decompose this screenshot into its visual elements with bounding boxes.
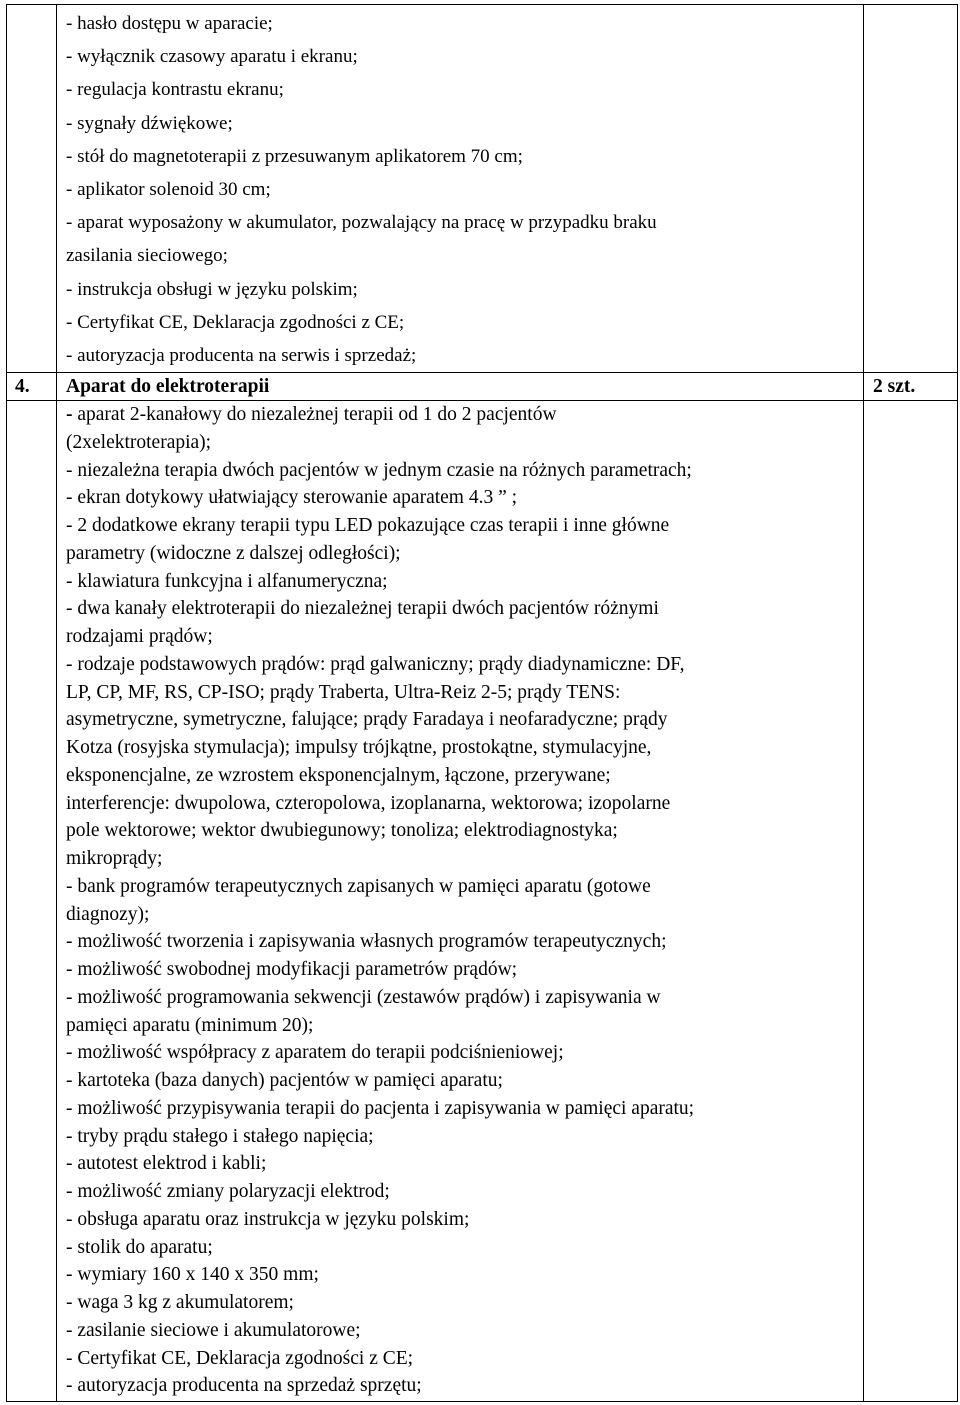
number-cell-empty — [7, 5, 57, 373]
spec-line: (2xelektroterapia); — [66, 431, 212, 453]
spec-line: - rodzaje podstawowych prądów: prąd galwaniczny; prądy diadynamiczne: DF, — [66, 653, 685, 675]
spec-line: zasilania sieciowego; — [66, 245, 228, 267]
spec-line: - klawiatura funkcyjna i alfanumeryczna; — [66, 570, 388, 592]
spec-line: - możliwość zmiany polaryzacji elektrod; — [66, 1181, 390, 1203]
spec-line: - wyłącznik czasowy aparatu i ekranu; — [66, 46, 358, 68]
spec-line: - ekran dotykowy ułatwiający sterowanie aparatem 4.3 ” ; — [66, 487, 518, 509]
item-header-row — [7, 373, 958, 401]
spec-line: - regulacja kontrastu ekranu; — [66, 79, 284, 101]
spec-line: asymetryczne, symetryczne, falujące; prądy Faradaya i neofaradyczne; prądy — [66, 709, 668, 731]
spec-line: - waga 3 kg z akumulatorem; — [66, 1292, 294, 1314]
spec-line: - aparat wyposażony w akumulator, pozwalający na pracę w przypadku braku — [66, 212, 657, 234]
spec-line: - możliwość współpracy z aparatem do terapii podciśnieniowej; — [66, 1042, 564, 1064]
spec-line: - Certyfikat CE, Deklaracja zgodności z CE; — [66, 1347, 414, 1369]
spec-line: - obsługa aparatu oraz instrukcja w języku polskim; — [66, 1208, 470, 1230]
spec-line: - Certyfikat CE, Deklaracja zgodności z CE; — [66, 311, 405, 333]
spec-line: LP, CP, MF, RS, CP-ISO; prądy Traberta, Ultra-Reiz 2-5; prądy TENS: — [66, 681, 621, 703]
spec-line: - autoryzacja producenta na serwis i sprzedaż; — [66, 345, 417, 367]
specification-table — [6, 4, 958, 1402]
spec-line: diagnozy); — [66, 903, 150, 925]
spec-line: - autotest elektrod i kabli; — [66, 1153, 267, 1175]
spec-line: parametry (widoczne z dalszej odległości); — [66, 542, 401, 564]
item-description-cell — [57, 401, 864, 1402]
spec-line: - sygnały dźwiękowe; — [66, 112, 233, 134]
quantity-cell-empty — [864, 5, 958, 373]
spec-line: - możliwość przypisywania terapii do pacjenta i zapisywania w pamięci aparatu; — [66, 1097, 695, 1119]
spec-line: rodzajami prądów; — [66, 626, 213, 648]
spec-line: - stolik do aparatu; — [66, 1236, 213, 1258]
spec-line: - niezależna terapia dwóch pacjentów w jednym czasie na różnych parametrach; — [66, 459, 692, 481]
spec-line: - możliwość swobodnej modyfikacji parametrów prądów; — [66, 959, 518, 981]
spec-line: mikroprądy; — [66, 848, 163, 870]
spec-line: - hasło dostępu w aparacie; — [66, 13, 273, 34]
spec-line: eksponencjalne, ze wzrostem eksponencjalnym, łączone, przerywane; — [66, 764, 611, 786]
spec-line: pole wektorowe; wektor dwubiegunowy; tonoliza; elektrodiagnostyka; — [66, 820, 618, 842]
spec-line: - tryby prądu stałego i stałego napięcia; — [66, 1125, 374, 1147]
item-spec-row — [7, 401, 958, 1402]
spec-line: - zasilanie sieciowe i akumulatorowe; — [66, 1319, 361, 1341]
spec-line: - wymiary 160 x 140 x 350 mm; — [66, 1264, 319, 1286]
quantity-cell-empty — [864, 401, 958, 1402]
spec-line: - możliwość tworzenia i zapisywania własnych programów terapeutycznych; — [66, 931, 667, 953]
item-number: 4. — [7, 373, 57, 401]
item-spec-list — [66, 401, 863, 1400]
spec-line: - bank programów terapeutycznych zapisanych w pamięci aparatu (gotowe — [66, 875, 651, 897]
spec-line: - instrukcja obsługi w języku polskim; — [66, 278, 358, 300]
previous-item-description-cell — [57, 5, 864, 373]
spec-line: - dwa kanały elektroterapii do niezależnej terapii dwóch pacjentów różnymi — [66, 598, 659, 620]
spec-line: pamięci aparatu (minimum 20); — [66, 1014, 314, 1036]
spec-line: Kotza (rosyjska stymulacja); impulsy trójkątne, prostokątne, stymulacyjne, — [66, 737, 652, 759]
spec-line: interferencje: dwupolowa, czteropolowa, izoplanarna, wektorowa; izopolarne — [66, 792, 671, 814]
previous-item-continuation-row — [7, 5, 958, 373]
spec-line: - aparat 2-kanałowy do niezależnej terapii od 1 do 2 pacjentów — [66, 401, 863, 429]
spec-line: - stół do magnetoterapii z przesuwanym aplikatorem 70 cm; — [66, 145, 523, 167]
spec-line: - kartoteka (baza danych) pacjentów w pamięci aparatu; — [66, 1070, 503, 1092]
number-cell-empty — [7, 401, 57, 1402]
item-title: Aparat do elektroterapii — [57, 373, 864, 401]
spec-line: - aplikator solenoid 30 cm; — [66, 179, 271, 201]
item-quantity: 2 szt. — [864, 373, 958, 401]
spec-line: - autoryzacja producenta na sprzedaż sprzętu; — [66, 1375, 422, 1397]
spec-line: - możliwość programowania sekwencji (zestawów prądów) i zapisywania w — [66, 986, 661, 1008]
previous-item-spec-list — [66, 5, 863, 372]
spec-line: - 2 dodatkowe ekrany terapii typu LED pokazujące czas terapii i inne główne — [66, 515, 670, 537]
